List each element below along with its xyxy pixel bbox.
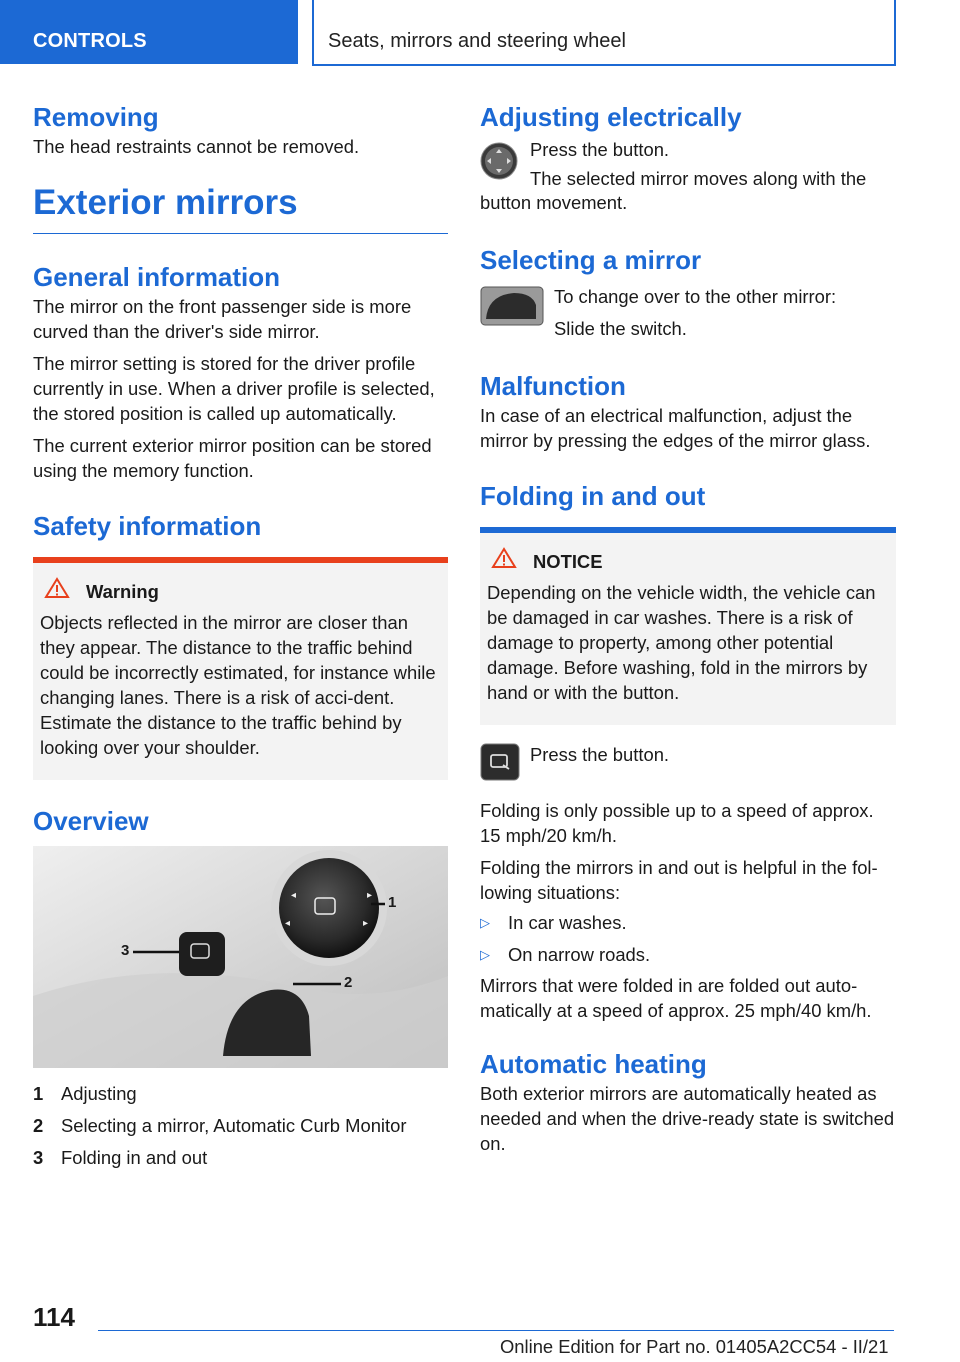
notice-triangle-icon: [491, 547, 523, 576]
mirror-switch-icon: [480, 285, 554, 332]
legend-num: 3: [33, 1147, 44, 1168]
malfunction-text: In case of an electrical malfunction, adjust the mirror by pressing the edges of the mirror glass.: [480, 405, 871, 451]
removing-text: The head restraints cannot be removed.: [33, 136, 360, 157]
bullet-text: In car washes.: [508, 912, 627, 933]
legend-item: [33, 1142, 448, 1174]
malfunction-heading: Malfunction: [480, 371, 626, 401]
adjust-heading: Adjusting electrically: [480, 102, 742, 132]
select-row: [480, 285, 896, 345]
header-section-tab: [0, 0, 298, 64]
callout-3: 3: [121, 942, 130, 959]
fold-button-icon: [480, 743, 530, 786]
svg-text:◂: ◂: [291, 890, 297, 901]
adjust-line-3: button movement.: [480, 192, 628, 213]
legend-item: [33, 1078, 448, 1110]
svg-text:◂: ◂: [285, 918, 291, 929]
legend-num: 2: [33, 1115, 44, 1136]
header-chapter-tab: [312, 0, 896, 66]
warning-box: [33, 557, 448, 780]
notice-text: Depending on the vehicle width, the vehicle can be damaged in car washes. There is a risk of damage to property, among other potential damage. Before washing, fold in the mirrors by hand or with the button.: [487, 582, 876, 703]
fold-p2: Folding the mirrors in and out is helpful in the fol-lowing situations:: [480, 857, 878, 903]
legend-item: [33, 1110, 448, 1142]
heating-text: Both exterior mirrors are automatically heated as needed and when the drive-ready state is switched on.: [480, 1083, 895, 1154]
overview-heading: Overview: [33, 806, 149, 836]
adjust-row: [480, 139, 896, 194]
select-line-1: To change over to the other mirror:: [554, 286, 837, 307]
general-info-heading: General information: [33, 262, 281, 292]
callout-2: 2: [344, 974, 353, 991]
folding-heading: Folding in and out: [480, 481, 706, 511]
fold-press-text: Press the button.: [530, 744, 670, 765]
header-chapter-label: Seats, mirrors and steering wheel: [328, 30, 626, 52]
bullet-marker-icon: ▷: [480, 947, 490, 962]
safety-info-heading: Safety information: [33, 511, 262, 541]
warning-text: Objects reflected in the mirror are closer than they appear. The distance to the traffic behind could be incorrectly estimated, for instance while changing lanes. There is a risk of acci-dent. Estimate the distance to the traffic behind by looking over your shoulder.: [40, 612, 436, 758]
adjust-button-icon: [480, 142, 530, 187]
fold-p3: Mirrors that were folded in are folded out auto-matically at a speed of approx. 25 mph/40 km/h.: [480, 975, 872, 1021]
general-p2: The mirror setting is stored for the driver profile currently in use. When a driver profile is selected, the stored position is called up automatically.: [33, 353, 435, 424]
warning-title-row: [40, 577, 440, 606]
fold-p1: Folding is only possible up to a speed of approx. 15 mph/20 km/h.: [480, 800, 874, 846]
notice-title: NOTICE: [533, 550, 603, 572]
overview-legend: [33, 1078, 448, 1174]
exterior-mirrors-heading: [33, 181, 448, 234]
fold-press-row: [480, 743, 896, 786]
bullet-item: [480, 907, 896, 939]
mirror-controls-photo: [33, 846, 448, 1068]
legend-label: Adjusting: [61, 1083, 137, 1104]
bullet-item: [480, 939, 896, 971]
svg-text:▸: ▸: [363, 918, 369, 929]
header-section-label: CONTROLS: [33, 30, 147, 52]
bullet-text: On narrow roads.: [508, 944, 651, 965]
bullet-marker-icon: ▷: [480, 915, 490, 930]
legend-label: Folding in and out: [61, 1147, 208, 1168]
notice-title-row: [487, 547, 888, 576]
select-line-2: Slide the switch.: [554, 318, 687, 339]
svg-text:▸: ▸: [367, 890, 373, 901]
general-p3: The current exterior mirror position can be stored using the memory function.: [33, 435, 432, 481]
right-column: [480, 100, 896, 1163]
heating-heading: Automatic heating: [480, 1049, 707, 1079]
legend-label: Selecting a mirror, Automatic Curb Monitor: [61, 1115, 407, 1136]
notice-box: [480, 527, 896, 725]
removing-heading: Removing: [33, 102, 159, 132]
footer-edition: Online Edition for Part no. 01405A2CC54 - II/21: [500, 1336, 889, 1357]
general-p1: The mirror on the front passenger side is more curved than the driver's side mirror.: [33, 296, 412, 342]
adjust-line-2: The selected mirror moves along with the: [530, 168, 867, 189]
left-column: [33, 100, 448, 1174]
callout-1: 1: [388, 894, 397, 911]
page-number: 114: [33, 1302, 75, 1332]
select-mirror-heading: Selecting a mirror: [480, 245, 702, 275]
legend-num: 1: [33, 1083, 44, 1104]
warning-triangle-icon: [44, 577, 76, 606]
exterior-mirrors-title: Exterior mirrors: [33, 183, 298, 222]
footer-rule: [98, 1330, 894, 1331]
adjust-line-1: Press the button.: [530, 139, 670, 160]
warning-title: Warning: [86, 580, 159, 602]
